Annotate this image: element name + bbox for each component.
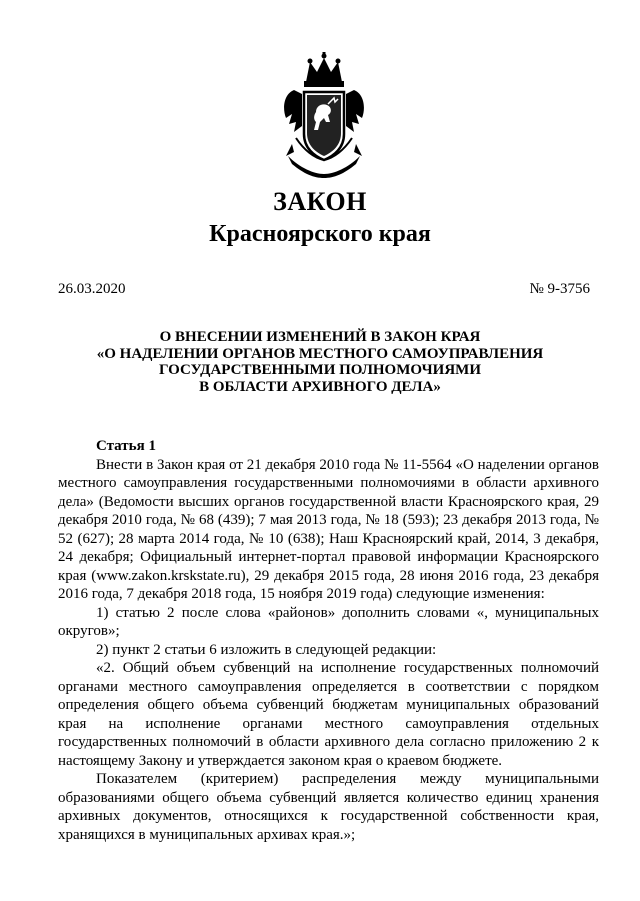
quoted-paragraph-1: «2. Общий объем субвенций на исполнение государственных полномочий органами местного самоуправления определяется в соответствии с порядком определения общего объема субвенций бюджетам муниципальных образований края на исполнение органами местного самоуправления отдельных государственных полномочий в области архивного дела согласно приложению 2 к настоящему Закону и утверждается законом края о краевом бюджете. (58, 660, 599, 769)
amendment-item-1: 1) статью 2 после слова «районов» дополнить словами «, муниципальных округов»; (58, 604, 599, 639)
article-heading: Статья 1 (96, 438, 156, 454)
document-number: № 9-3756 (529, 281, 590, 297)
law-subject-heading (40, 329, 600, 395)
subject-line: В ОБЛАСТИ АРХИВНОГО ДЕЛА» (199, 378, 441, 395)
subject-line: ГОСУДАРСТВЕННЫМИ ПОЛНОМОЧИЯМИ (158, 362, 482, 378)
quoted-paragraph-2: Показателем (критерием) распределения между муниципальными образованиями общего объема субвенций является количество единиц хранения архивных документов, относящихся к государственной собственности края, хранящихся в муниципальных архивах края.»; (58, 771, 599, 843)
article-intro-paragraph: Внести в Закон края от 21 декабря 2010 года № 11-5564 «О наделении органов местного самоуправления государственными полномочиями в области архивного дела» (Ведомости высших органов государственной власти Красноярского края, 29 декабря 2010 года, № 68 (439); 7 мая 2013 года, № 18 (593); 23 декабря 2013 года, № 52 (627); 28 марта 2014 года, № 10 (638); Наш Красноярский край, 2014, 3 декабря, 24 декабря; Официальный интернет-портал правовой информации Красноярского края (www.zakon.krskstate.ru), 29 декабря 2015 года, 28 июня 2016 года, 23 декабря 2016 года, 7 декабря 2018 года, 15 ноября 2019 года) следующие изменения: (58, 456, 599, 602)
document-title: ЗАКОН (273, 187, 367, 216)
subject-line: «О НАДЕЛЕНИИ ОРГАНОВ МЕСТНОГО САМОУПРАВЛЕНИЯ (96, 345, 544, 362)
subject-line: О ВНЕСЕНИИ ИЗМЕНЕНИЙ В ЗАКОН КРАЯ (159, 329, 481, 345)
document-body (58, 437, 599, 844)
document-date: 26.03.2020 (58, 281, 126, 297)
document-subtitle: Красноярского края (209, 221, 431, 247)
amendment-item-2: 2) пункт 2 статьи 6 изложить в следующей редакции: (96, 641, 437, 658)
coat-of-arms-icon (280, 52, 368, 180)
